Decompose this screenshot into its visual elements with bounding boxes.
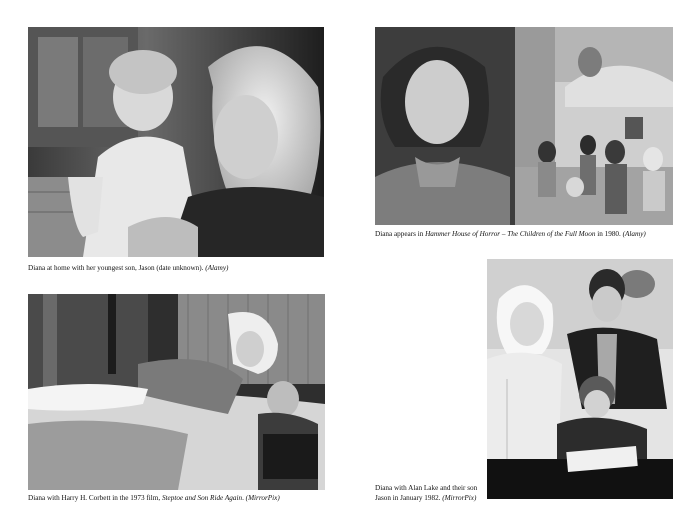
caption-diana-alan-jason bbox=[375, 483, 485, 503]
caption-text: Diana at home with her youngest son, Jason (date unknown). bbox=[28, 264, 206, 272]
caption-credit: (Alamy) bbox=[205, 264, 229, 272]
photo-diana-alan-jason bbox=[487, 259, 673, 499]
caption-line1: Diana with Alan Lake and their son bbox=[375, 484, 478, 492]
caption-text-before: Diana with Harry H. Corbett in the 1973 film, bbox=[28, 494, 162, 502]
photo-steptoe-and-son-image bbox=[28, 294, 325, 490]
caption-steptoe-and-son bbox=[28, 493, 338, 503]
photo-diana-alan-jason-image bbox=[487, 259, 673, 499]
caption-text-after: . bbox=[242, 494, 246, 502]
caption-text-before: Diana appears in bbox=[375, 230, 426, 238]
photo-hammer-house-image bbox=[375, 27, 673, 225]
caption-diana-with-son bbox=[28, 263, 328, 273]
caption-credit: (Alamy) bbox=[622, 230, 646, 238]
photo-steptoe-and-son bbox=[28, 294, 325, 490]
caption-hammer-house bbox=[375, 229, 685, 239]
photo-hammer-house bbox=[375, 27, 673, 225]
caption-credit: (MirrorPix) bbox=[442, 494, 477, 502]
caption-title: Hammer House of Horror – The Children of the Full Moon bbox=[425, 230, 596, 238]
photo-diana-with-son bbox=[28, 27, 324, 257]
caption-line2: Jason in January 1982. bbox=[375, 494, 443, 502]
caption-title: Steptoe and Son Ride Again bbox=[161, 494, 243, 502]
caption-text-after: in 1980. bbox=[595, 230, 623, 238]
caption-credit: (MirrorPix) bbox=[245, 494, 280, 502]
photo-diana-with-son-image bbox=[28, 27, 324, 257]
